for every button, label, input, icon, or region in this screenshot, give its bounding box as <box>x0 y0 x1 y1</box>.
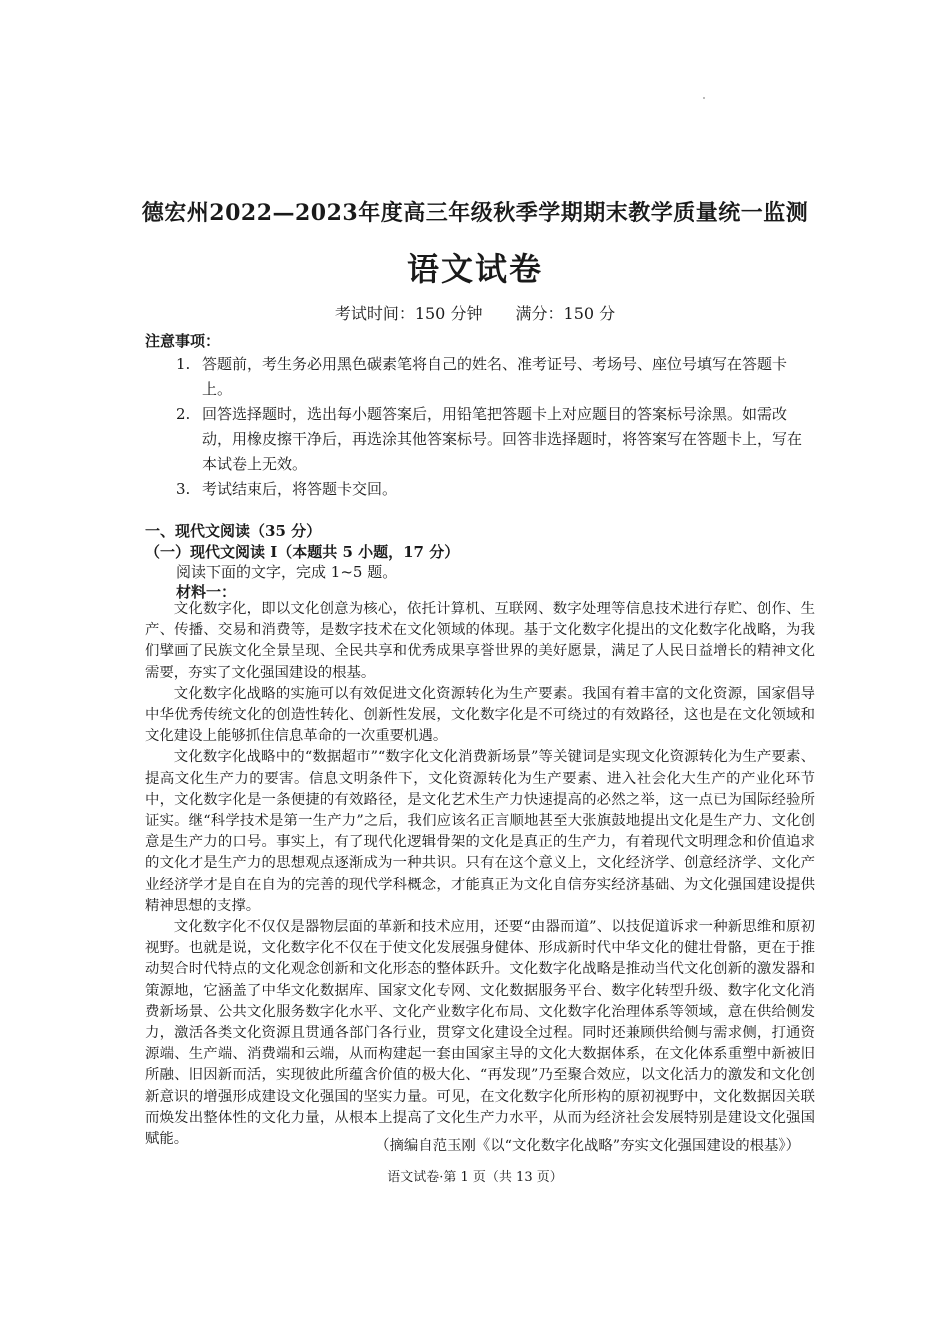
exam-time: 考试时间：150 分钟 <box>334 304 483 323</box>
article-paragraph: 文化数字化战略中的“数据超市”“数字化文化消费新场景”等关键词是实现文化资源转化为生产要素、提高文化生产力的要害。信息文明条件下，文化资源转化为生产要素、进入社会化大生产的产业化环节中，文化数字化是一条便捷的有效路径，是文化艺术生产力快速提高的必然之举，这一点已为国际经验所证实。继“科学技术是第一生产力”之后，我们应该名正言顺地甚至大张旗鼓地提出文化是生产力、文化创意是生产力的口号。事实上，有了现代化逻辑骨架的文化是真正的生产力，有着现代文明理念和价值追求的文化才是生产力的思想观点逐渐成为一种共识。只有在这个意义上，文化经济学、创意经济学、文化产业经济学才是自在自为的完善的现代学科概念，才能真正为文化自信夯实经济基础、为文化强国建设提供精神思想的支撑。 <box>145 749 815 914</box>
section-heading: 一、现代文阅读（35 分） <box>145 522 322 540</box>
page-footer: 语文试卷·第 1 页（共 13 页） <box>387 1170 563 1185</box>
notice-item <box>176 352 816 402</box>
reading-instruction: 阅读下面的文字，完成 1~5 题。 <box>176 563 398 581</box>
article-paragraph: 文化数字化不仅仅是器物层面的革新和技术应用，还要“由器而道”、以技促道诉求一种新思维和原初视野。也就是说，文化数字化不仅在于使文化发展强身健体、形成新时代中华文化的健壮骨骼，更在于推动契合时代特点的文化观念创新和文化形态的整体跃升。文化数字化战略是推动当代文化创新的激发器和策源地，它涵盖了中华文化数据库、国家文化专网、文化数据服务平台、数字化转型升级、数字化文化消费新场景、公共文化服务数字化水平、文化产业数字化布局、文化数字化治理体系等领域，意在供给侧发力，激活各类文化资源且贯通各部门各行业，贯穿文化建设全过程。同时还兼顾供给侧与需求侧，打通资源端、生产端、消费端和云端，从而构建起一套由国家主导的文化大数据体系，在文化体系重塑中新被旧所融、旧因新而活，实现彼此所蕴含价值的极大化、“再发现”乃至聚合效应，以文化活力的激发和文化创新意识的增强形成建设文化强国的坚实力量。可见，在文化数字化所形构的原初视野中，文化数据因关联而焕发出整体性的文化力量，从根本上提高了文化生产力水平，从而为经济社会发展特别是建设文化强国赋能。 <box>145 919 815 1148</box>
article-paragraph: 文化数字化，即以文化创意为核心，依托计算机、互联网、数字处理等信息技术进行存贮、创作、生产、传播、交易和消费等，是数字技术在文化领域的体现。基于文化数字化提出的文化数字化战略，为我们擘画了民族文化全景呈现、全民共享和优秀成果享誉世界的美好愿景，满足了人民日益增长的精神文化需要，夯实了文化强国建设的根基。 <box>145 601 815 681</box>
notice-item-text: 回答选择题时，选出每小题答案后，用铅笔把答题卡上对应题目的答案标号涂黑。如需改动，用橡皮擦干净后，再选涂其他答案标号。回答非选择题时，将答案写在答题卡上，写在本试卷上无效。 <box>202 405 803 473</box>
exam-title: 德宏州2022—2023年度高三年级秋季学期期末教学质量统一监测 <box>141 200 809 226</box>
notice-item-number: 1. <box>176 355 191 373</box>
material-label: 材料一： <box>176 583 237 601</box>
article-body <box>145 599 815 1150</box>
notice-item-text: 答题前，考生务必用黑色碳素笔将自己的姓名、准考证号、考场号、座位号填写在答题卡上。 <box>202 355 788 398</box>
subject-title: 语文试卷 <box>406 250 543 288</box>
exam-full-score: 满分：150 分 <box>515 304 616 323</box>
article-source: （摘编自范玉刚《以“文化数字化战略”夯实文化强国建设的根基》） <box>375 1138 800 1154</box>
notice-list <box>176 352 816 502</box>
notice-item <box>176 402 816 477</box>
scan-speck <box>703 97 705 99</box>
exam-info <box>0 301 950 324</box>
notice-heading: 注意事项： <box>145 332 221 350</box>
article-paragraph: 文化数字化战略的实施可以有效促进文化资源转化为生产要素。我国有着丰富的文化资源，国家倡导中华优秀传统文化的创造性转化、创新性发展，文化数字化是不可绕过的有效路径，这也是在文化领域和文化建设上能够抓住信息革命的一次重要机遇。 <box>145 685 815 745</box>
subsection-heading: （一）现代文阅读 I（本题共 5 小题，17 分） <box>145 543 460 561</box>
notice-item-text: 考试结束后，将答题卡交回。 <box>202 480 398 498</box>
notice-item-number: 3. <box>176 480 191 498</box>
notice-item <box>176 477 816 502</box>
notice-item-number: 2. <box>176 405 191 423</box>
